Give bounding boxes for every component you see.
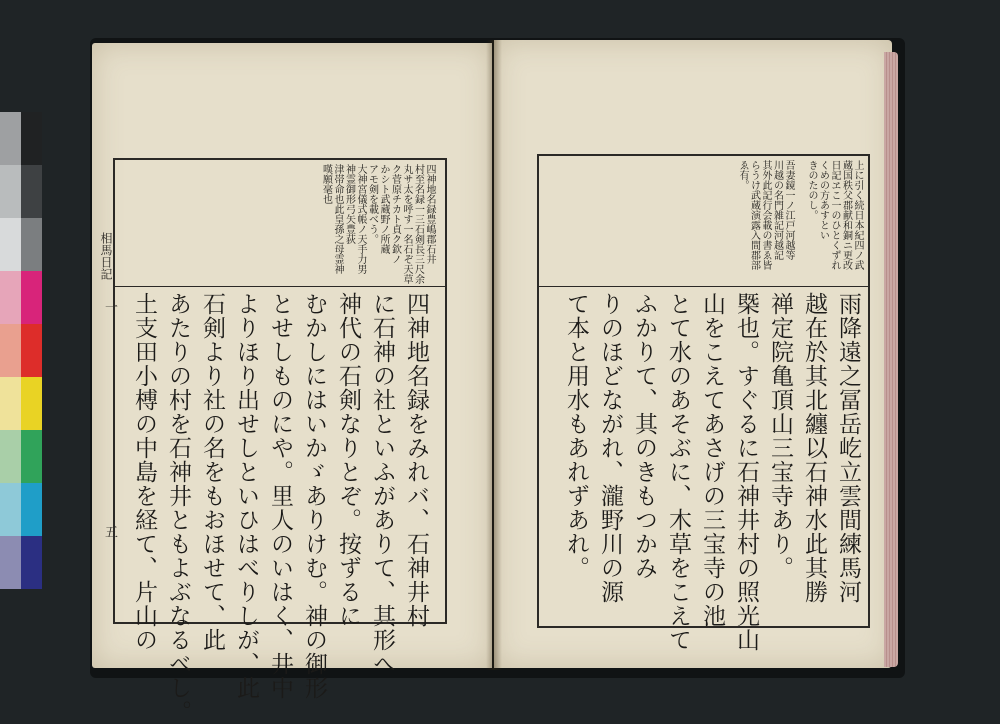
calibration-patch <box>0 536 21 589</box>
calibration-patch <box>21 218 42 271</box>
text-column: 槩也。すぐるに石神井村の照光山 <box>733 292 759 652</box>
note-column: 上に引く続日本紀四ノ武 <box>852 160 863 270</box>
note-column: 其外此記行会載の書ゑ皆 <box>760 160 771 270</box>
text-column: 四神地名録をみれバ、石神井村 <box>403 292 429 628</box>
text-column: 雨降遠之冨岳屹立雲間練馬河 <box>835 292 861 604</box>
calibration-patch <box>21 271 42 324</box>
note-column: ク菅原チカト貞ク欽ノ <box>389 164 401 264</box>
calibration-patch-row <box>0 483 42 536</box>
text-column: 土支田小榑の中島を経て、片山の <box>131 292 157 652</box>
calibration-patch <box>21 112 42 165</box>
calibration-patch-row <box>0 112 42 165</box>
text-column: 越在於其北纏以石神水此其勝 <box>801 292 827 604</box>
note-column: 日記ヱこ一のひとくずれ <box>829 160 840 270</box>
note-column: 村至名録一三石剣長三尺余 <box>412 164 424 284</box>
text-column: 神代の石剣なりとぞ。按ずるに <box>335 292 361 628</box>
calibration-patch <box>21 430 42 483</box>
note-column: 蔵国秩父郡献和銅ニ更改 <box>840 160 852 270</box>
calibration-patch <box>21 165 42 218</box>
folio-number: 五 <box>102 525 117 538</box>
margin-volume: 一 <box>102 300 117 313</box>
calibration-patch-row <box>0 271 42 324</box>
calibration-patch <box>0 218 21 271</box>
calibration-patch-row <box>0 536 42 589</box>
text-column: ふかりて、其のきもつかみ <box>631 292 657 580</box>
note-column: 四神地名録豊嶋郡石井 <box>424 164 435 264</box>
calibration-patch-row <box>0 218 42 271</box>
text-column: に石神の社といふがありて、其形へ <box>369 292 395 676</box>
calibration-patch-row <box>0 165 42 218</box>
calibration-patch <box>0 165 21 218</box>
calibration-patch <box>0 324 21 377</box>
note-column: ゑ有。 <box>737 160 748 190</box>
note-column: かシト武蔵野ノ所蔵 <box>378 164 389 254</box>
calibration-patch <box>21 483 42 536</box>
margin-title: 相馬日記 <box>99 232 113 280</box>
calibration-patch <box>21 324 42 377</box>
right-page-divider <box>537 286 868 287</box>
calibration-patch <box>0 377 21 430</box>
note-column: 川越の名門雑記河越記 <box>771 160 783 260</box>
note-column: 神霊御形弓矢豊荻 <box>343 164 355 244</box>
note-column: きのたのし。 <box>806 160 817 220</box>
calibration-patch <box>21 377 42 430</box>
calibration-patch <box>0 112 21 165</box>
calibration-patch-row <box>0 430 42 483</box>
note-column: 丸サ太を呼す一名石ぞ天草 <box>401 164 412 284</box>
text-column: て本と用水もあれずあれ。 <box>563 292 589 580</box>
calibration-patch-row <box>0 324 42 377</box>
text-column: 山をこえてあさげの三宝寺の池 <box>699 292 725 628</box>
text-column: よりほり出せしといひはべりしが、此 <box>233 292 259 700</box>
note-column: 吾妻鏡一ノ江戸河越等 <box>783 160 794 260</box>
text-column: 禅定院亀頂山三宝寺あり。 <box>767 292 793 580</box>
note-column: 嘆願毫也 <box>320 164 332 204</box>
calibration-patch-row <box>0 377 42 430</box>
text-column: とせしものにや。里人のいはく、井中 <box>267 292 293 700</box>
note-column: アモ剣を載べう。 <box>366 164 378 244</box>
left-page-divider <box>113 286 445 287</box>
note-column: らうけ武蔵演露入間郡部 <box>748 160 760 270</box>
text-column: とて水のあそぶに、木草をこえて <box>665 292 691 652</box>
text-column: 石剣より社の名をもおほせて、此 <box>199 292 225 652</box>
note-column: くめの方あすとい <box>817 160 829 240</box>
calibration-patch <box>21 536 42 589</box>
calibration-patch <box>0 483 21 536</box>
text-column: むかしにはいかゞありけむ。神の御形 <box>301 292 327 700</box>
book-gutter <box>486 40 502 670</box>
note-column: 大神宮儀式帳ノ天手力男 <box>355 164 366 274</box>
text-column: あたりの村を石神井ともよぶなるべし。 <box>165 292 191 724</box>
color-calibration-strip <box>0 112 42 589</box>
calibration-patch <box>0 271 21 324</box>
page-edge <box>884 52 898 667</box>
calibration-patch <box>0 430 21 483</box>
note-column: 津帯命也此皇孫之母霊神 <box>332 164 343 274</box>
text-column: りのほどながれ、瀧野川の源 <box>597 292 623 604</box>
